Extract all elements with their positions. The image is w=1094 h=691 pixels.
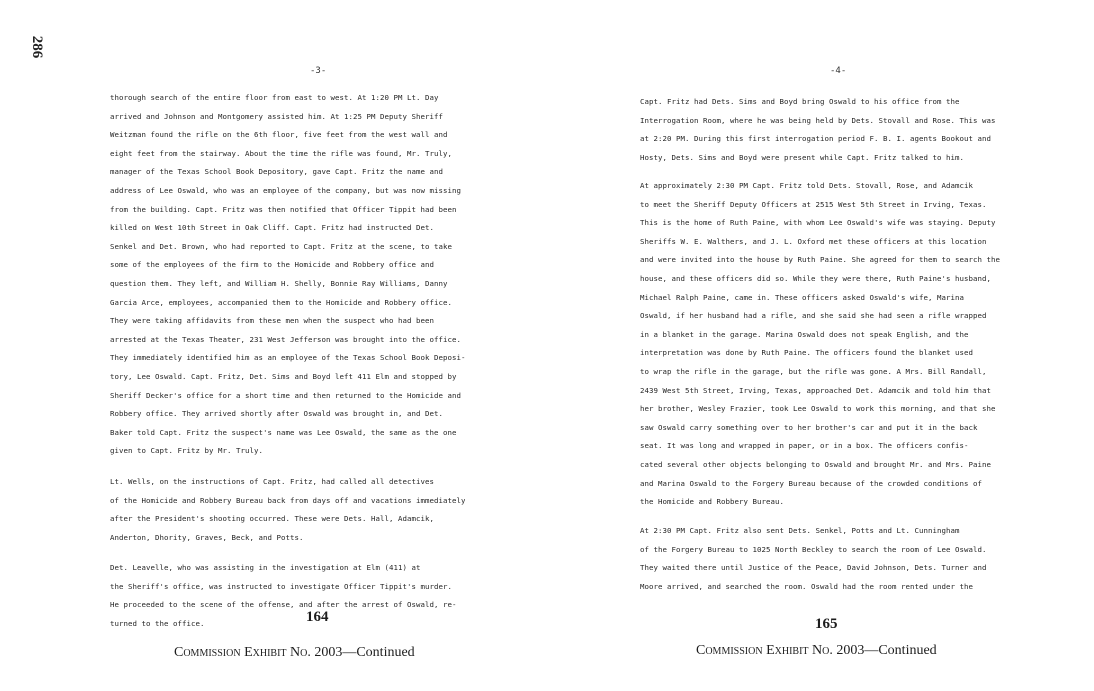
text-line: eight feet from the stairway. About the time the rifle was found, Mr. Truly, [110,148,452,158]
text-line: interpretation was done by Ruth Paine. The officers found the blanket used [640,348,973,358]
text-line: At 2:30 PM Capt. Fritz also sent Dets. Senkel, Potts and Lt. Cunningham [640,526,960,535]
text-line: Robbery office. They arrived shortly after Oswald was brought in, and Det. [110,409,443,419]
text-line: and Marina Oswald to the Forgery Bureau because of the crowded conditions of [640,478,982,488]
text-line: of the Forgery Bureau to 1025 North Beckley to search the room of Lee Oswald. [640,544,987,554]
text-line: at 2:20 PM. During this first interrogation period F. B. I. agents Bookout and [640,134,991,144]
text-line: house, and these officers did so. While they were there, Ruth Paine's husband, [640,273,991,283]
text-line: Garcia Arce, employees, accompanied them to the Homicide and Robbery office. [110,297,452,307]
text-line: They immediately identified him as an employee of the Texas School Book Deposi- [110,353,466,363]
text-line: Michael Ralph Paine, came in. These officers asked Oswald's wife, Marina [640,292,964,302]
volume-page-number: 286 [29,35,45,59]
page-folio: 165 [815,616,838,632]
text-line: and were invited into the house by Ruth Paine. She agreed for them to search the [640,255,1000,265]
text-line: At approximately 2:30 PM Capt. Fritz told Dets. Stovall, Rose, and Adamcik [640,181,973,190]
text-line: from the building. Capt. Fritz was then notified that Officer Tippit had been [110,204,457,214]
text-line: Det. Leavelle, who was assisting in the investigation at Elm (411) at [110,563,421,572]
text-line: Senkel and Det. Brown, who had reported to Capt. Fritz at the scene, to take [110,241,452,251]
text-line: manager of the Texas School Book Depository, gave Capt. Fritz the name and [110,167,443,177]
text-line: seat. It was long and wrapped in paper, or in a box. The officers confis- [640,441,969,451]
text-line: thorough search of the entire floor from east to west. At 1:20 PM Lt. Day [110,93,439,102]
caption-suffix: —Continued [342,645,415,660]
text-line: 2439 West 5th Street, Irving, Texas, approached Det. Adamcik and told him that [640,385,991,395]
paragraph [110,89,465,461]
paragraph [640,93,995,167]
paragraph [640,177,1000,512]
text-line: after the President's shooting occurred. These were Dets. Hall, Adamcik, [110,514,434,524]
text-line: Hosty, Dets. Sims and Boyd were present while Capt. Fritz talked to him. [640,152,964,162]
text-line: the Homicide and Robbery Bureau. [640,497,784,507]
text-line: turned to the office. [110,618,205,628]
text-line: Anderton, Dhority, Graves, Beck, and Potts. [110,532,304,542]
paragraph [110,559,456,633]
exhibit-caption [696,643,937,659]
paragraph [640,522,986,596]
text-line: killed on West 10th Street in Oak Cliff. Capt. Fritz had instructed Det. [110,223,434,233]
text-line: her brother, Wesley Frazier, took Lee Oswald to work this morning, and that she [640,404,996,414]
text-line: Weitzman found the rifle on the 6th floor, five feet from the west wall and [110,130,448,140]
text-line: This is the home of Ruth Paine, with whom Lee Oswald's wife was staying. Deputy [640,218,996,228]
text-line: They waited there until Justice of the Peace, David Johnson, Dets. Turner and [640,563,987,573]
caption-prefix: Commission Exhibit No. [174,645,311,660]
text-line: in a blanket in the garage. Marina Oswald does not speak English, and the [640,329,969,339]
text-line: cated several other objects belonging to Oswald and brought Mr. and Mrs. Paine [640,459,991,469]
page-marker: -4- [830,66,847,76]
text-line: arrived and Johnson and Montgomery assisted him. At 1:25 PM Deputy Sheriff [110,111,443,121]
paragraph [110,473,465,547]
text-line: to meet the Sheriff Deputy Officers at 2515 West 5th Street in Irving, Texas. [640,199,987,209]
caption-number: 2003 [836,643,865,658]
text-line: tory, Lee Oswald. Capt. Fritz, Det. Sims and Boyd left 411 Elm and stopped by [110,371,457,381]
text-line: saw Oswald carry something over to her brother's car and put it in the back [640,422,978,432]
text-line: Capt. Fritz had Dets. Sims and Boyd bring Oswald to his office from the [640,97,960,106]
text-line: the Sheriff's office, was instructed to investigate Officer Tippit's murder. [110,581,452,591]
text-line: to wrap the rifle in the garage, but the rifle was gone. A Mrs. Bill Randall, [640,366,987,376]
caption-prefix: Commission Exhibit No. [696,643,833,658]
text-line: arrested at the Texas Theater, 231 West Jefferson was brought into the office. [110,334,461,344]
text-line: They were taking affidavits from these men when the suspect who had been [110,316,434,326]
text-line: Sheriff Decker's office for a short time and then returned to the Homicide and [110,390,461,400]
text-line: address of Lee Oswald, who was an employee of the company, but was now missing [110,185,461,195]
text-line: Interrogation Room, where he was being held by Dets. Stovall and Rose. This was [640,115,996,125]
text-line: Baker told Capt. Fritz the suspect's name was Lee Oswald, the same as the one [110,427,457,437]
text-line: Sheriffs W. E. Walthers, and J. L. Oxford met these officers at this location [640,236,987,246]
text-line: Moore arrived, and searched the room. Oswald had the room rented under the [640,581,973,591]
exhibit-caption [174,645,415,661]
caption-number: 2003 [314,645,343,660]
text-line: Lt. Wells, on the instructions of Capt. Fritz, had called all detectives [110,477,434,486]
text-line: of the Homicide and Robbery Bureau back from days off and vacations immediately [110,495,466,505]
page-marker: -3- [310,66,327,76]
page-folio: 164 [306,609,329,625]
text-line: question them. They left, and William H. Shelly, Bonnie Ray Williams, Danny [110,278,448,288]
text-line: given to Capt. Fritz by Mr. Truly. [110,446,263,456]
text-line: He proceeded to the scene of the offense, and after the arrest of Oswald, re- [110,600,457,610]
text-line: Oswald, if her husband had a rifle, and she said she had seen a rifle wrapped [640,311,987,321]
text-line: some of the employees of the firm to the Homicide and Robbery office and [110,260,434,270]
caption-suffix: —Continued [864,643,937,658]
